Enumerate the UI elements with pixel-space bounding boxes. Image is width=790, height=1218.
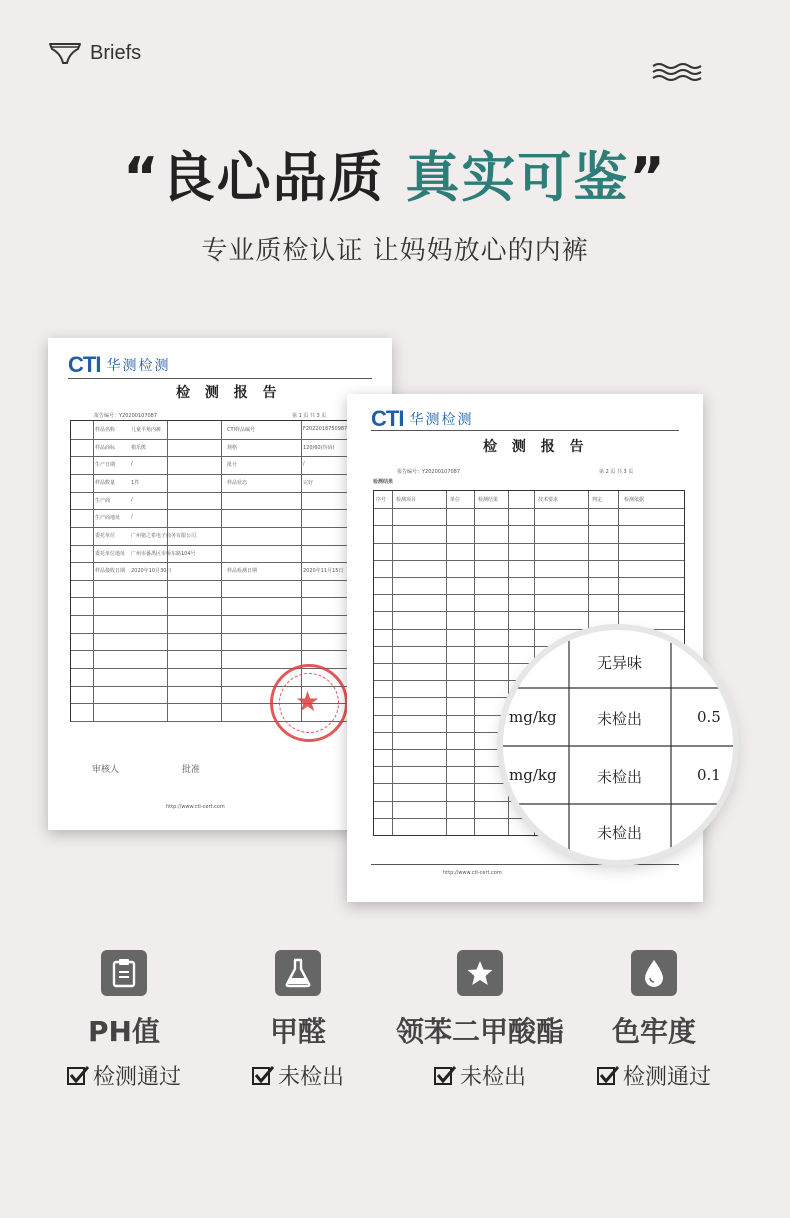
table-cell: 样品数量 [95, 479, 116, 486]
signer2: 批准 [182, 765, 201, 775]
section-label: 检测结果 [373, 479, 394, 485]
subline: 专业质检认证 让妈妈放心的内裤 [201, 236, 589, 266]
mag-cell-result: 未检出 [597, 710, 643, 728]
report-number: 报告编号：Y20200107087 [397, 469, 461, 475]
briefs-icon [48, 40, 82, 66]
cti-logo-text: CTI [68, 352, 101, 377]
page-number: 第 1 页 共 3 页 [292, 413, 327, 419]
table-cell: 批号 [227, 462, 238, 469]
top-bar [48, 40, 141, 66]
checkbox-icon [597, 1065, 619, 1087]
table-cell: 2020年10月30日 [131, 568, 172, 575]
table-header: 判定 [592, 497, 603, 503]
table-cell: 规格 [227, 444, 238, 451]
feature-colorfastness [554, 950, 754, 1091]
feature-status: 检测通过 [92, 1065, 181, 1090]
table-cell: F2022018750987 [303, 426, 348, 432]
feature-name: PH值 [88, 1015, 160, 1048]
report-title: 检 测 报 告 [176, 385, 282, 401]
headline-part2: 真实可鉴 [405, 146, 630, 209]
mag-cell-limit: 0.5 [697, 708, 721, 726]
table-cell: 广州市番禺区市桥东路104号 [131, 550, 196, 557]
table-cell: 2020年11月15日 [303, 568, 344, 575]
close-quote: ” [629, 146, 667, 209]
table-header: 检测结果 [478, 497, 499, 503]
table-cell: 生产商地址 [95, 515, 121, 522]
left-footer: http://www.cti-cert.com [166, 804, 225, 810]
red-seal-stamp [270, 664, 348, 742]
report-left [48, 338, 392, 830]
table-cell: 样品检测日期 [227, 568, 258, 575]
clipboard-icon [101, 950, 147, 996]
table-cell: CTI样品编号 [227, 427, 256, 433]
headline [0, 135, 790, 212]
flask-icon [275, 950, 321, 996]
table-cell: 委托单位地址 [95, 550, 126, 557]
table-cell: / [131, 496, 133, 503]
star-icon: ★ [295, 685, 321, 718]
table-cell: 猪乐熊 [131, 444, 147, 451]
drop-icon [631, 950, 677, 996]
table-cell: / [131, 514, 133, 521]
signer1: 审核人 [92, 765, 120, 775]
report-number: 报告编号：Y20200107087 [94, 413, 158, 419]
magnifier-lens [503, 630, 733, 860]
feature-ph [24, 950, 224, 1091]
table-header: 技术要求 [538, 497, 559, 503]
feature-status: 检测通过 [622, 1065, 711, 1090]
table-cell: 委托单位 [95, 532, 116, 539]
features-row [0, 950, 790, 1100]
feature-formaldehyde [198, 950, 398, 1091]
cti-logo-cn: 华测检测 [409, 412, 474, 428]
feature-name: 色牢度 [611, 1015, 696, 1048]
table-header: 检测项目 [396, 497, 417, 503]
mag-cell-odor: 无异味 [597, 654, 643, 672]
feature-phthalate [380, 950, 580, 1091]
feature-status: 未检出 [277, 1065, 344, 1090]
mag-cell-result: 未检出 [597, 824, 643, 842]
table-cell: 广州猪之希电子商务有限公司 [131, 532, 197, 539]
table-cell: 样品接收日期 [95, 568, 126, 575]
open-quote: “ [123, 146, 161, 209]
table-cell: / [131, 461, 133, 468]
table-cell: 1件 [131, 479, 140, 486]
brand-label: Briefs [90, 41, 142, 64]
mag-cell-unit: mg/kg [509, 708, 557, 726]
table-cell: 生产日期 [95, 462, 116, 469]
cti-logo [371, 406, 473, 432]
mag-cell-limit: 0.1 [697, 766, 721, 784]
mag-cell-result: 未检出 [597, 768, 643, 786]
waves-menu-icon[interactable] [652, 62, 704, 82]
table-cell: 120/60(均码) [303, 444, 335, 451]
table-cell: 完好 [303, 479, 314, 486]
cti-logo-cn: 华测检测 [106, 358, 171, 374]
checkbox-icon [434, 1065, 456, 1087]
cti-logo [68, 352, 170, 378]
table-cell: 儿童平角内裤 [131, 427, 162, 433]
right-footer: http://www.cti-cert.com [443, 870, 502, 876]
table-cell: 样品状态 [227, 479, 248, 486]
checkbox-icon [252, 1065, 274, 1087]
cti-logo-text: CTI [371, 406, 404, 431]
feature-name: 甲醛 [269, 1015, 326, 1048]
table-header: 检测依据 [624, 497, 645, 503]
report-title: 检 测 报 告 [483, 439, 589, 455]
table-cell: 生产商 [95, 497, 111, 504]
page-number: 第 2 页 共 3 页 [599, 469, 634, 475]
table-header: 序号 [376, 497, 387, 503]
mag-cell-unit: mg/kg [509, 766, 557, 784]
feature-status: 未检出 [459, 1065, 526, 1090]
feature-name: 领苯二甲酸酯 [395, 1015, 564, 1048]
table-cell: / [303, 461, 305, 468]
table-cell: 样品名称 [95, 427, 116, 433]
star-icon [457, 950, 503, 996]
table-header: 单位 [450, 497, 461, 503]
table-cell: 样品商标 [95, 444, 116, 451]
headline-part1: 良心品质 [160, 146, 406, 209]
checkbox-icon [67, 1065, 89, 1087]
